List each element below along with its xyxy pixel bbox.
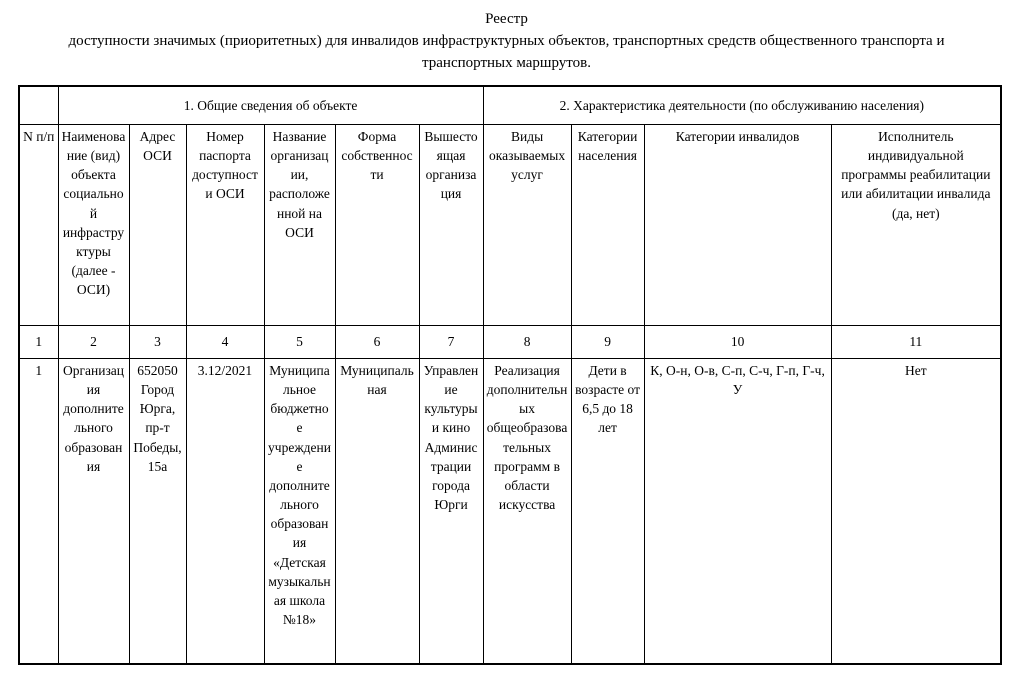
cell-population-categories: Дети в возрасте от 6,5 до 18 лет — [571, 359, 644, 665]
column-number: 3 — [129, 326, 186, 359]
column-number: 9 — [571, 326, 644, 359]
cell-row-number: 1 — [19, 359, 58, 665]
column-number: 4 — [186, 326, 264, 359]
column-number: 6 — [335, 326, 419, 359]
cell-parent-organization: Управление культуры и кино Администрации города Юрги — [419, 359, 483, 665]
column-header-rehab-program-executor: Исполнитель индивидуальной программы реабилитации или абилитации инвалида (да, нет) — [831, 125, 1001, 326]
cell-organization-name: Муниципальное бюджетное учреждение дополнительного образования «Детская музыкальная школа №18» — [264, 359, 335, 665]
column-number: 11 — [831, 326, 1001, 359]
document-title-block — [0, 8, 1013, 74]
registry-data-row — [19, 359, 1001, 665]
section-header-spacer-cell — [19, 86, 58, 125]
cell-address: 652050 Город Юрга, пр-т Победы, 15а — [129, 359, 186, 665]
document-subtitle: доступности значимых (приоритетных) для инвалидов инфраструктурных объектов, транспортных средств общественного транспорта и транспортных маршрутов. — [68, 33, 945, 71]
cell-disability-categories: К, О-н, О-в, С-п, С-ч, Г-п, Г-ч, У — [644, 359, 831, 665]
cell-ownership-form: Муниципальная — [335, 359, 419, 665]
column-header-object-name: Наименование (вид) объекта социальной инфраструктуры (далее - ОСИ) — [58, 125, 129, 326]
column-number-row — [19, 326, 1001, 359]
column-header-address: Адрес ОСИ — [129, 125, 186, 326]
cell-service-types: Реализация дополнительных общеобразовательных программ в области искусства — [483, 359, 571, 665]
cell-rehab-program-executor: Нет — [831, 359, 1001, 665]
section-header-row — [19, 86, 1001, 125]
column-number: 1 — [19, 326, 58, 359]
column-number: 10 — [644, 326, 831, 359]
column-header-disability-categories: Категории инвалидов — [644, 125, 831, 326]
column-header-population-categories: Категории населения — [571, 125, 644, 326]
column-number: 5 — [264, 326, 335, 359]
column-header-npp: N п/п — [19, 125, 58, 326]
column-header-row — [19, 125, 1001, 326]
cell-object-name: Организация дополнительного образования — [58, 359, 129, 665]
column-header-ownership-form: Форма собственности — [335, 125, 419, 326]
accessibility-registry-table — [18, 85, 1002, 665]
column-header-service-types: Виды оказываемых услуг — [483, 125, 571, 326]
column-header-passport-number: Номер паспорта доступности ОСИ — [186, 125, 264, 326]
column-number: 2 — [58, 326, 129, 359]
column-number: 7 — [419, 326, 483, 359]
document-title: Реестр — [485, 11, 528, 27]
cell-passport-number: 3.12/2021 — [186, 359, 264, 665]
section-header-activity: 2. Характеристика деятельности (по обслуживанию населения) — [483, 86, 1001, 125]
column-header-organization-name: Название организации, расположенной на ОСИ — [264, 125, 335, 326]
column-number: 8 — [483, 326, 571, 359]
section-header-general: 1. Общие сведения об объекте — [58, 86, 483, 125]
column-header-parent-organization: Вышестоящая организация — [419, 125, 483, 326]
